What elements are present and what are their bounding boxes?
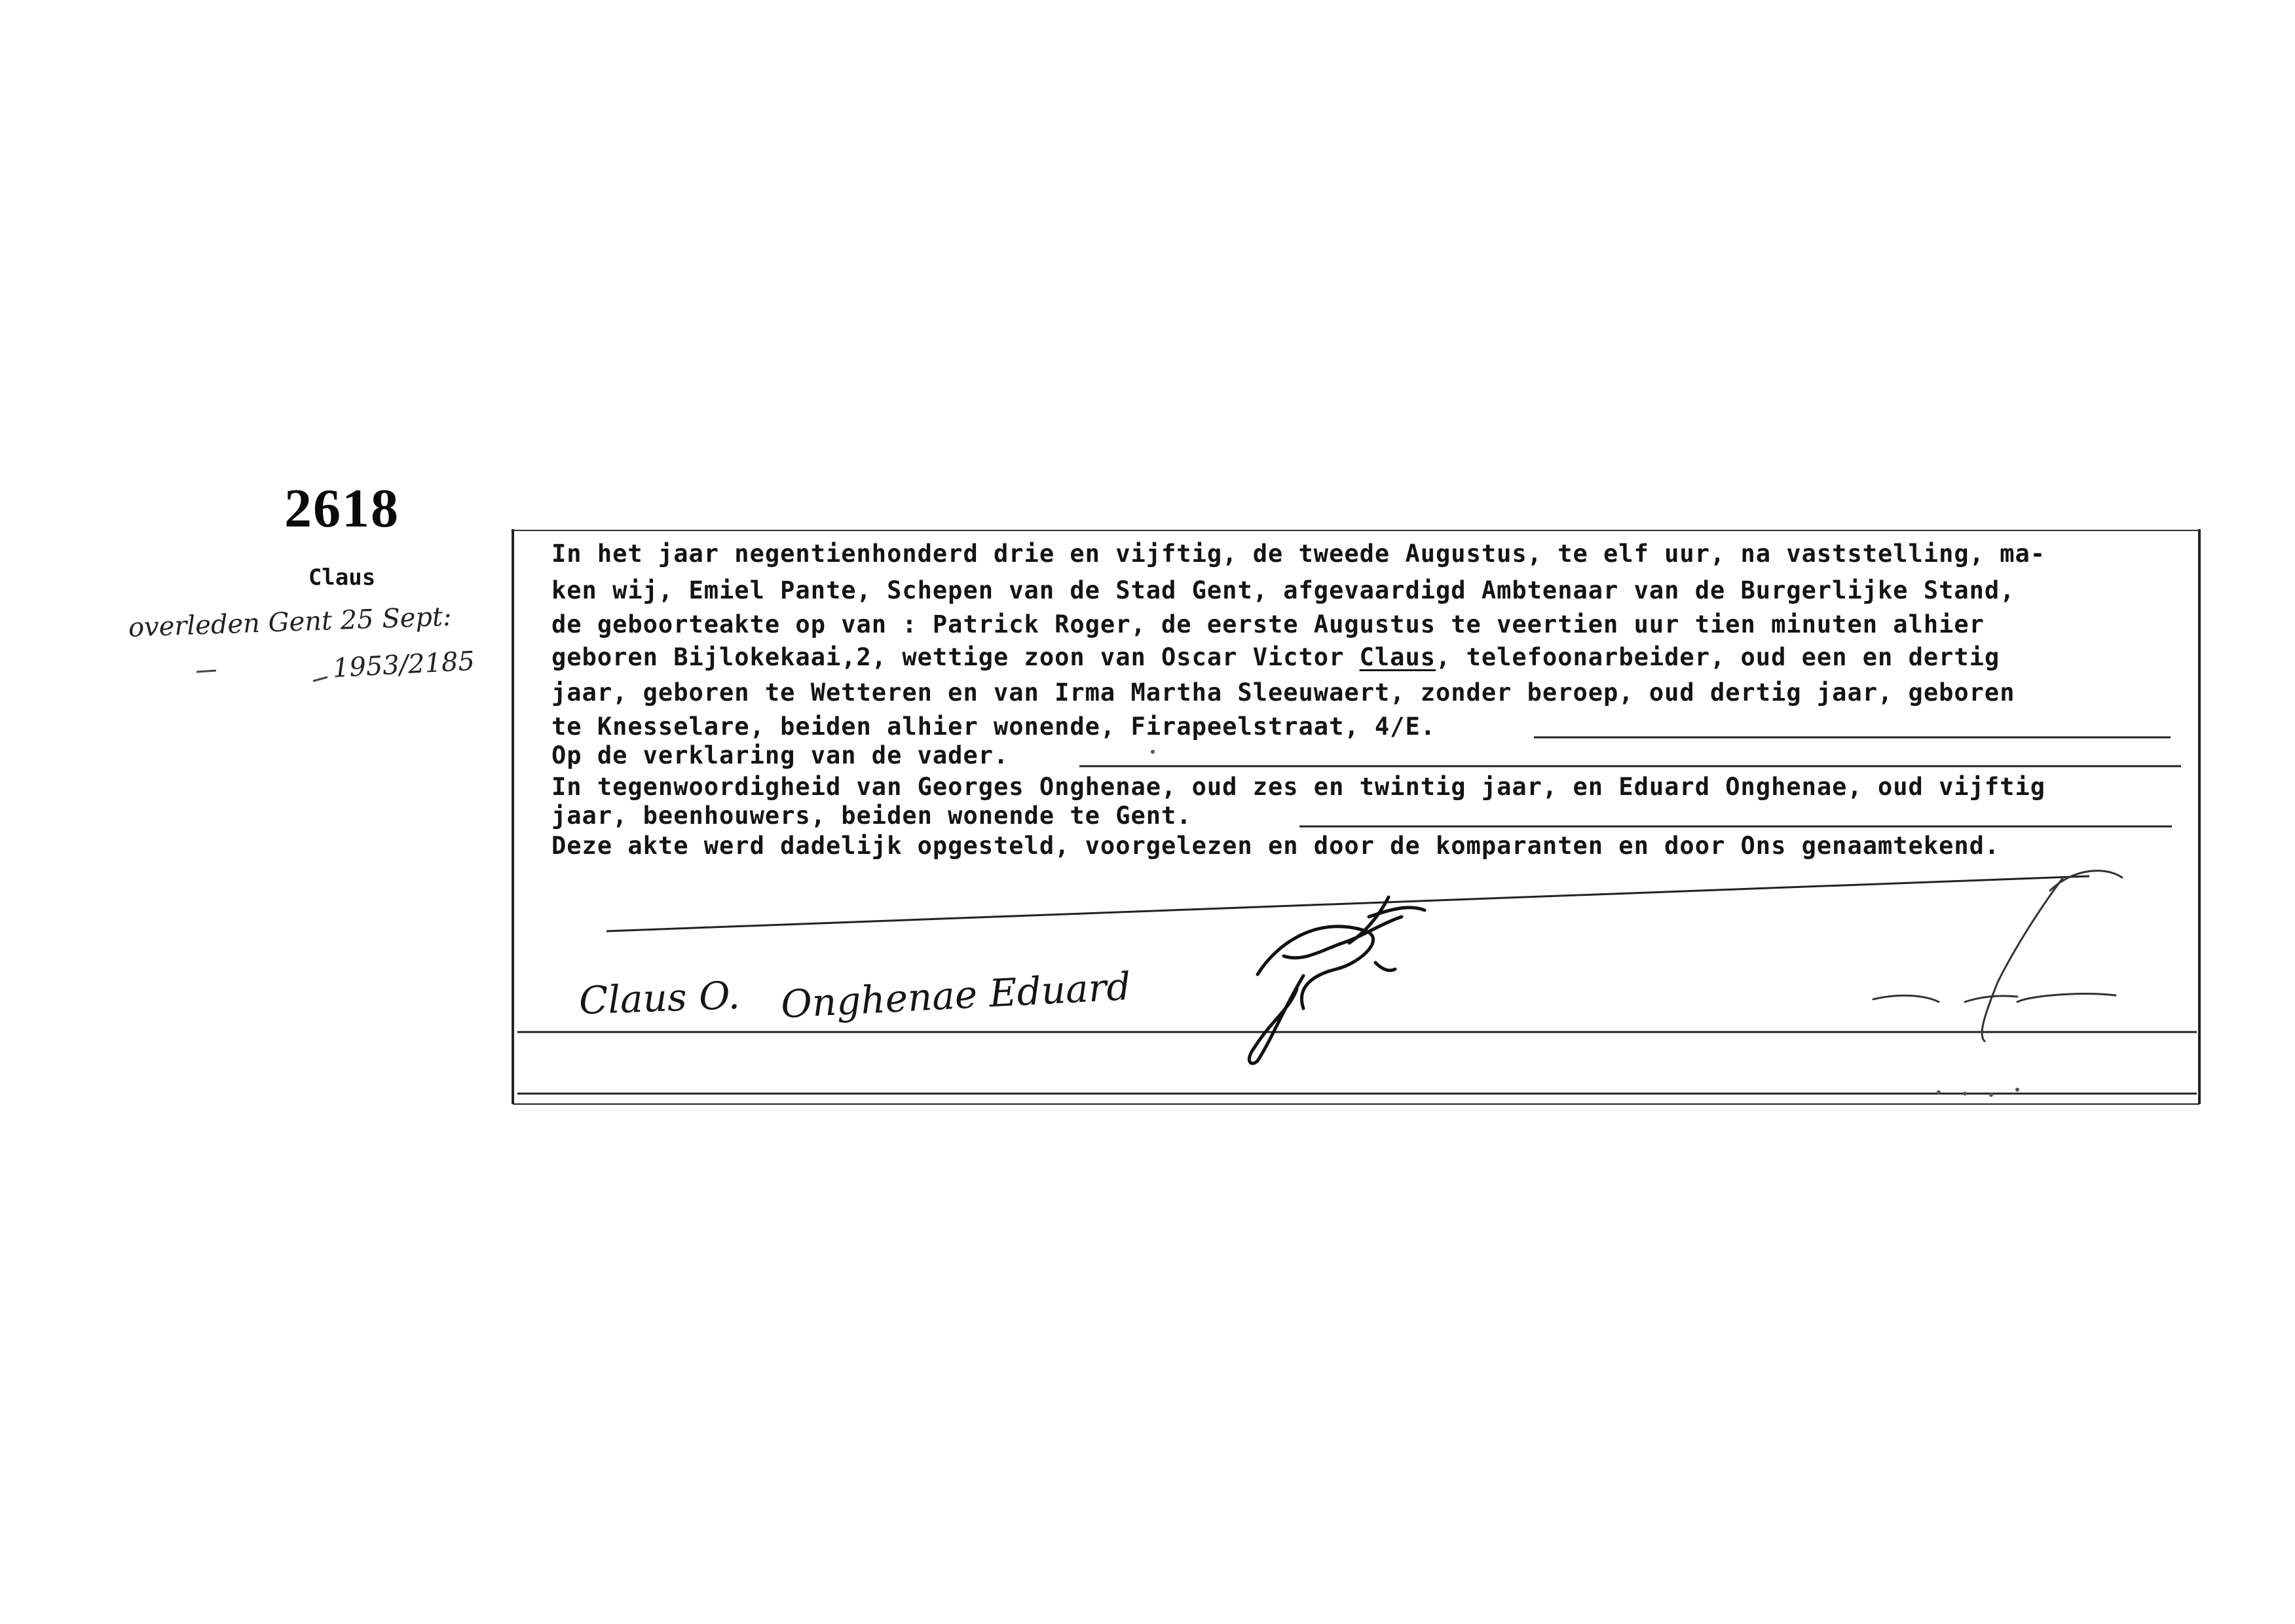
act-line-2: ken wij, Emiel Pante, Schepen van de Stad Gent, afgevaardigd Ambtenaar van de Burgerlijke Stand, bbox=[551, 576, 2015, 604]
note-dash-1 bbox=[196, 671, 216, 672]
surname-underlined: Claus bbox=[1359, 643, 1436, 671]
act-line-10: Deze akte werd dadelijk opgesteld, voorgelezen en door de komparanten en door Ons genaamtekend. bbox=[551, 832, 2000, 860]
act-line-6: te Knesselare, beiden alhier wonende, Firapeelstraat, 4/E. bbox=[551, 712, 1436, 741]
father-signature: Claus O. bbox=[578, 972, 741, 1024]
act-line-4-tail: , telefoonarbeider, oud een en dertig bbox=[1436, 643, 2000, 671]
act-line-3: de geboorteakte op van : Patrick Roger, de eerste Augustus te veertien uur tien minuten alhier bbox=[551, 610, 1985, 638]
act-line-9: jaar, beenhouwers, beiden wonende te Gent. bbox=[551, 802, 1192, 830]
death-note-line-1: overleden Gent 25 Sept: bbox=[128, 601, 453, 643]
signature-rule-top bbox=[606, 876, 2089, 931]
witness-signature: Onghenae Eduard bbox=[779, 964, 1132, 1027]
registrar-signature bbox=[1873, 871, 2122, 1041]
margin-surname: Claus bbox=[308, 564, 376, 591]
officer-signature bbox=[1249, 897, 1425, 1063]
act-line-4 bbox=[551, 642, 2000, 673]
death-note-line-2: 1953/2185 bbox=[331, 646, 476, 684]
note-dash-2 bbox=[313, 677, 327, 681]
act-line-1: In het jaar negentienhonderd drie en vijftig, de tweede Augustus, te elf uur, na vaststelling, ma- bbox=[551, 540, 2046, 568]
act-number: 2618 bbox=[284, 478, 400, 539]
act-line-5: jaar, geboren te Wetteren en van Irma Martha Sleeuwaert, zonder beroep, oud dertig jaar, geboren bbox=[551, 678, 2015, 707]
act-line-4-head: geboren Bijlokekaai,2, wettige zoon van Oscar Victor bbox=[551, 643, 1360, 671]
act-line-8: In tegenwoordigheid van Georges Onghenae, oud zes en twintig jaar, en Eduard Onghenae, oud vijftig bbox=[551, 773, 2046, 801]
act-line-7: Op de verklaring van de vader. bbox=[551, 741, 1009, 769]
